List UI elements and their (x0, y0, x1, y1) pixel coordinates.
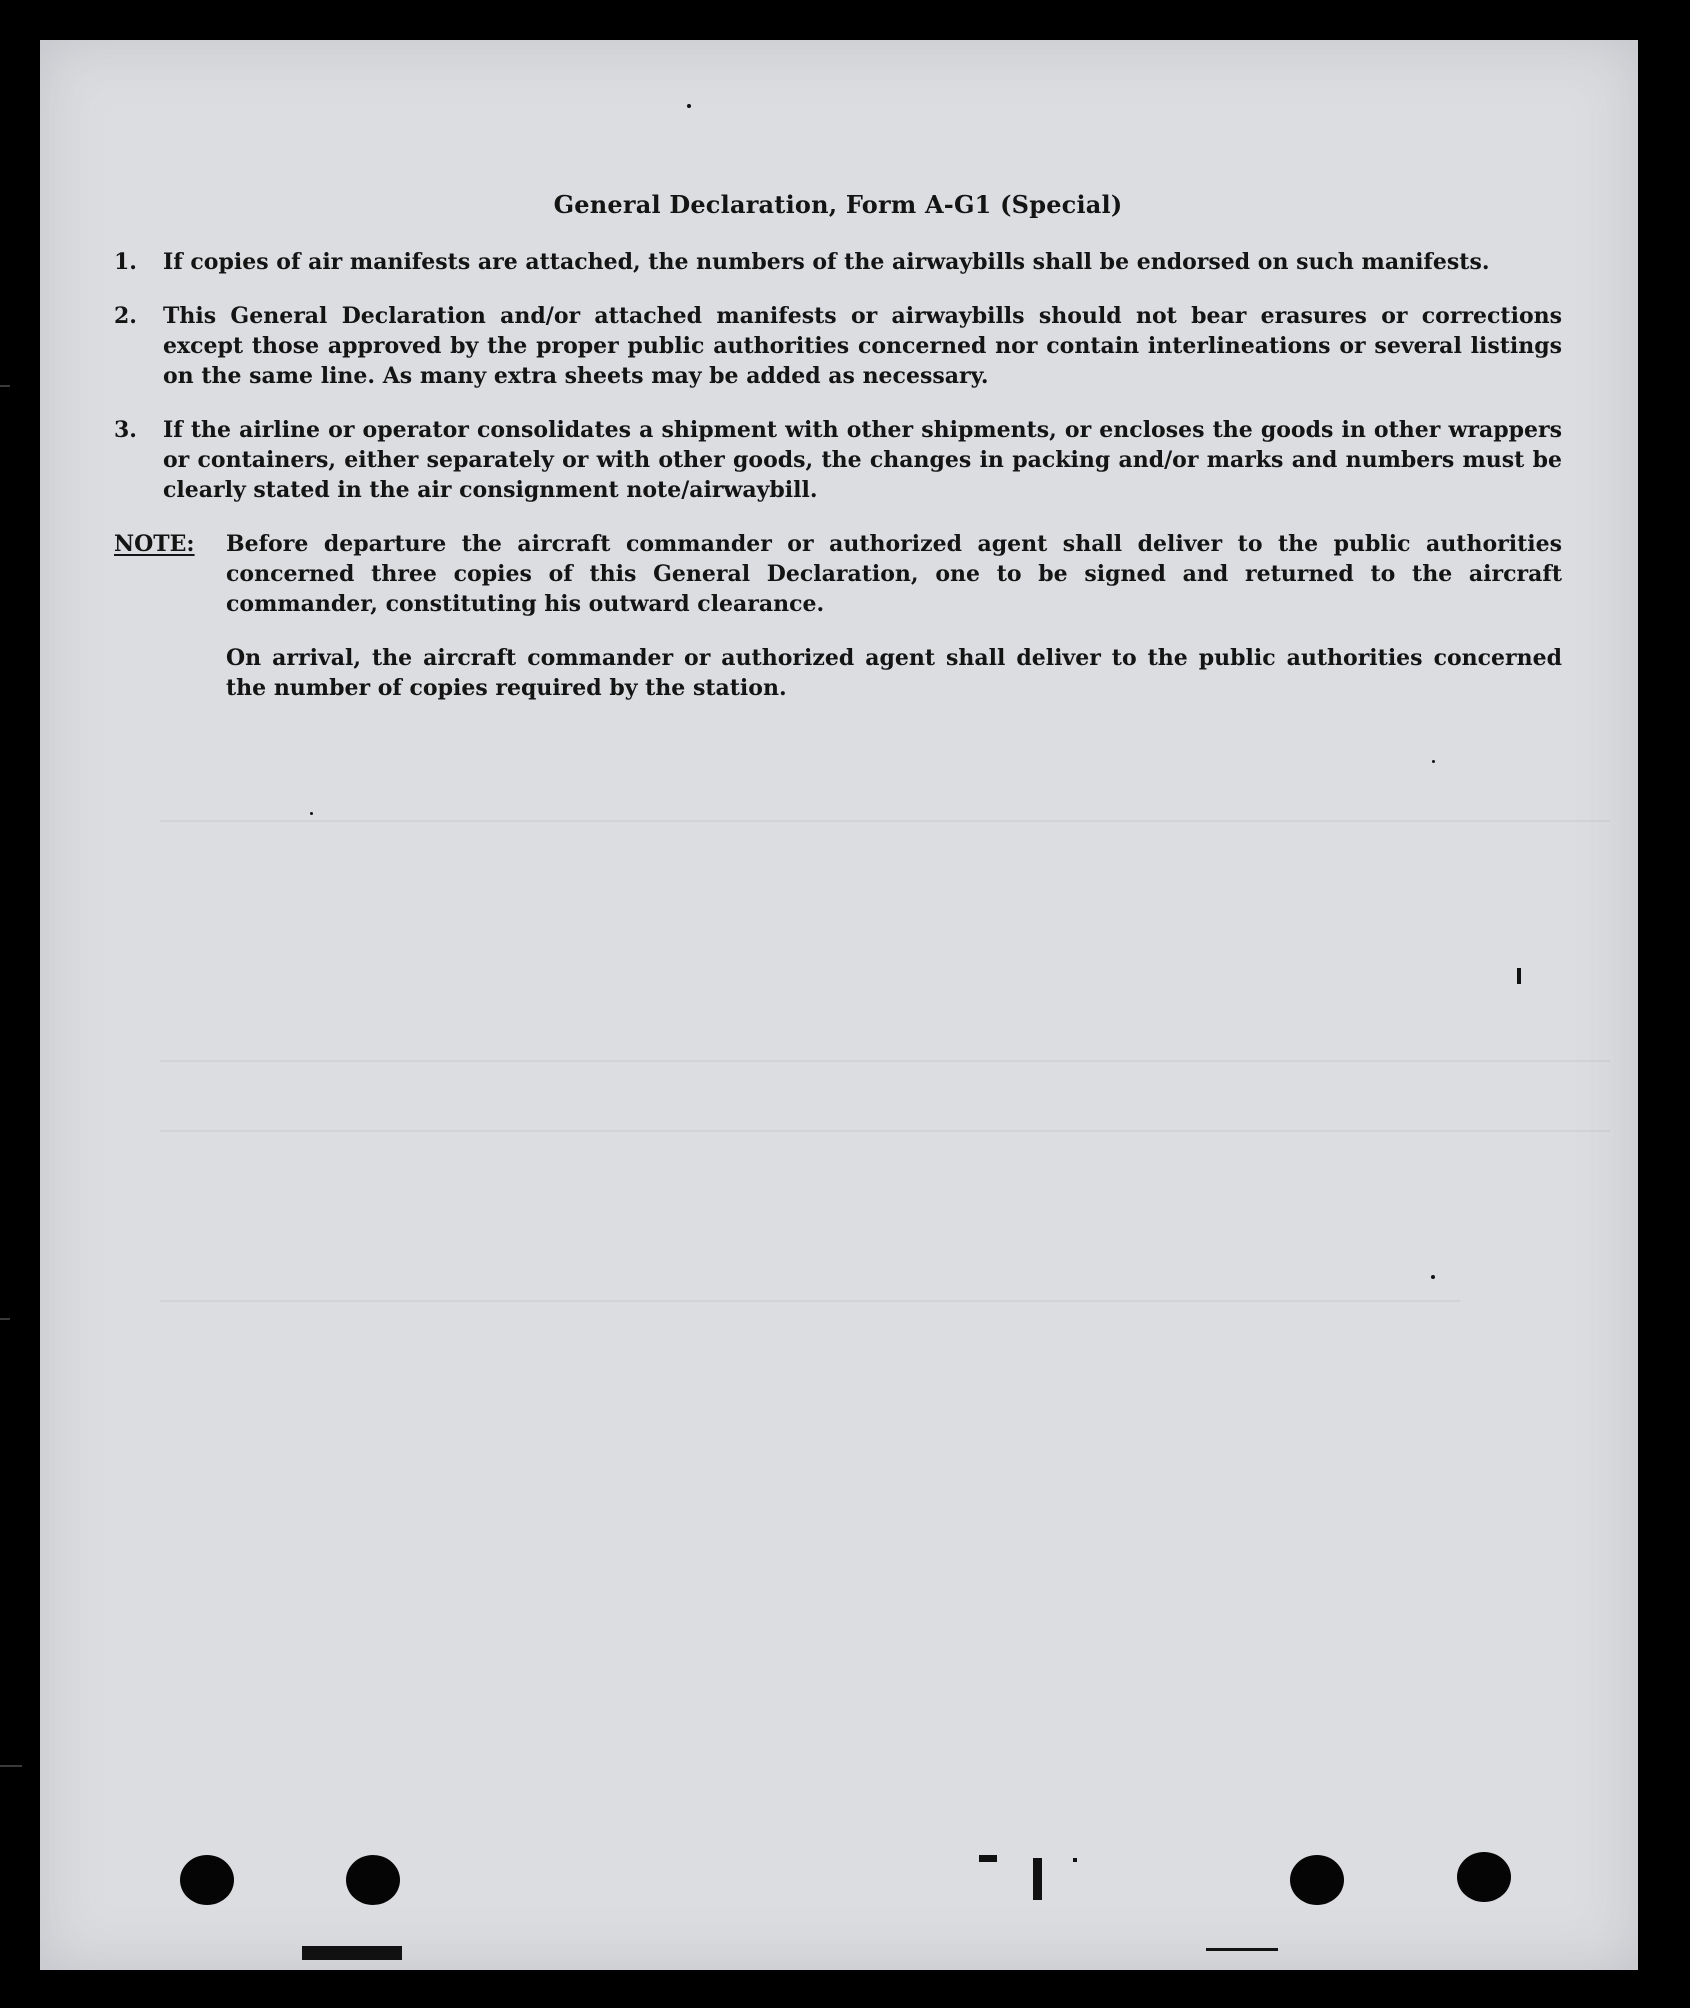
item-number: 3. (114, 417, 137, 443)
reverse-side-bleed-through (160, 780, 1610, 1680)
scan-edge-mark (0, 1765, 22, 1767)
binder-mark (302, 1946, 402, 1960)
binder-hole (180, 1855, 234, 1905)
instruction-item (114, 247, 1562, 277)
binder-mark (1073, 1858, 1077, 1862)
binder-hole (1290, 1855, 1344, 1905)
item-text: This General Declaration and/or attached manifests or airwaybills should not bear erasures or corrections except those approved by the proper public authorities concerned nor contain interlineations or several listings on the same line. As many extra sheets may be added as necessary. (163, 303, 1562, 389)
instruction-item (114, 301, 1562, 391)
note-label: NOTE: (114, 531, 195, 557)
scan-edge-mark (0, 1318, 10, 1320)
document-title: General Declaration, Form A-G1 (Special) (553, 190, 1123, 219)
note-paragraph: On arrival, the aircraft commander or authorized agent shall deliver to the public authorities concerned the number of copies required by the station. (226, 645, 1562, 701)
instruction-item (114, 415, 1562, 505)
ink-speck (1431, 1275, 1435, 1279)
item-text: If copies of air manifests are attached, the numbers of the airwaybills shall be endorsed on such manifests. (163, 249, 1490, 275)
scan-edge-mark (0, 385, 10, 387)
item-number: 2. (114, 303, 137, 329)
ink-speck (1432, 760, 1435, 763)
binder-hole (346, 1855, 400, 1905)
item-text: If the airline or operator consolidates a shipment with other shipments, or encloses the goods in other wrappers or containers, either separately or with other goods, the changes in packing and/or marks and numbers must be clearly stated in the air consignment note/airwaybill. (163, 417, 1562, 503)
binder-hole (1457, 1852, 1511, 1902)
binder-mark (1033, 1858, 1042, 1900)
note-body (226, 529, 1562, 727)
document-body (114, 190, 1562, 751)
ink-speck (1517, 968, 1521, 984)
binder-mark (1206, 1948, 1278, 1951)
binder-mark (979, 1855, 997, 1862)
note-section (114, 529, 1562, 727)
item-number: 1. (114, 249, 137, 275)
ink-speck (687, 104, 691, 108)
ink-speck (310, 812, 313, 815)
note-paragraph: Before departure the aircraft commander or authorized agent shall deliver to the public authorities concerned three copies of this General Declaration, one to be signed and returned to the aircraft commander, constituting his outward clearance. (226, 531, 1562, 617)
